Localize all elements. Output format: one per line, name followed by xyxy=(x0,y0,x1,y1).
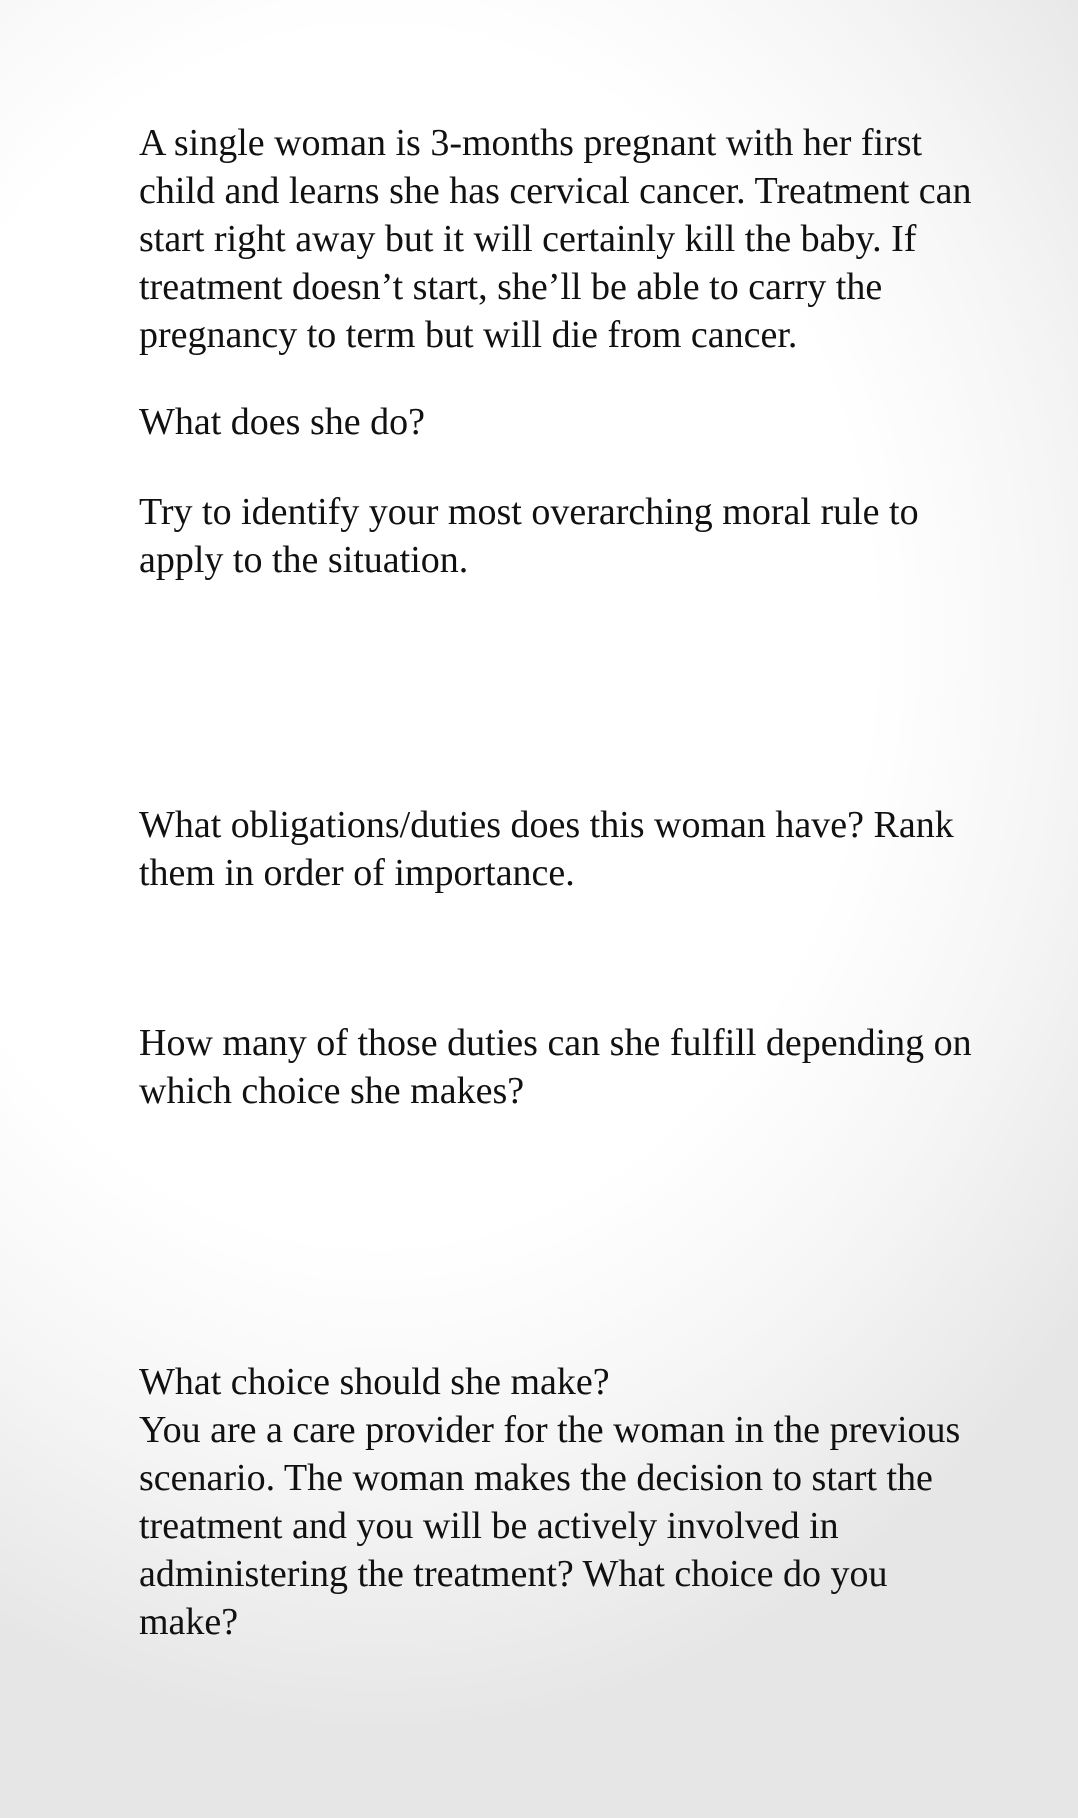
moral-rule-prompt: Try to identify your most overarching moral rule to apply to the situation. xyxy=(139,491,919,581)
care-provider-prompt: You are a care provider for the woman in the previous scenario. The woman makes the decision to start the treatment and you will be actively involved in administering the treatment? What choice do you make? xyxy=(139,1409,961,1643)
duties-count-prompt: How many of those duties can she fulfill depending on which choice she makes? xyxy=(139,1022,972,1112)
question-paragraph: What does she do? xyxy=(139,401,425,443)
scenario-paragraph: A single woman is 3-months pregnant with her first child and learns she has cervical cancer. Treatment can start right away but it will certainly kill the baby. If treatment doesn’t start, she’ll be able to carry the pregnancy to term but will die from cancer. xyxy=(139,122,972,356)
obligations-prompt: What obligations/duties does this woman have? Rank them in order of importance. xyxy=(139,804,954,894)
choice-prompt: What choice should she make? xyxy=(139,1361,610,1403)
